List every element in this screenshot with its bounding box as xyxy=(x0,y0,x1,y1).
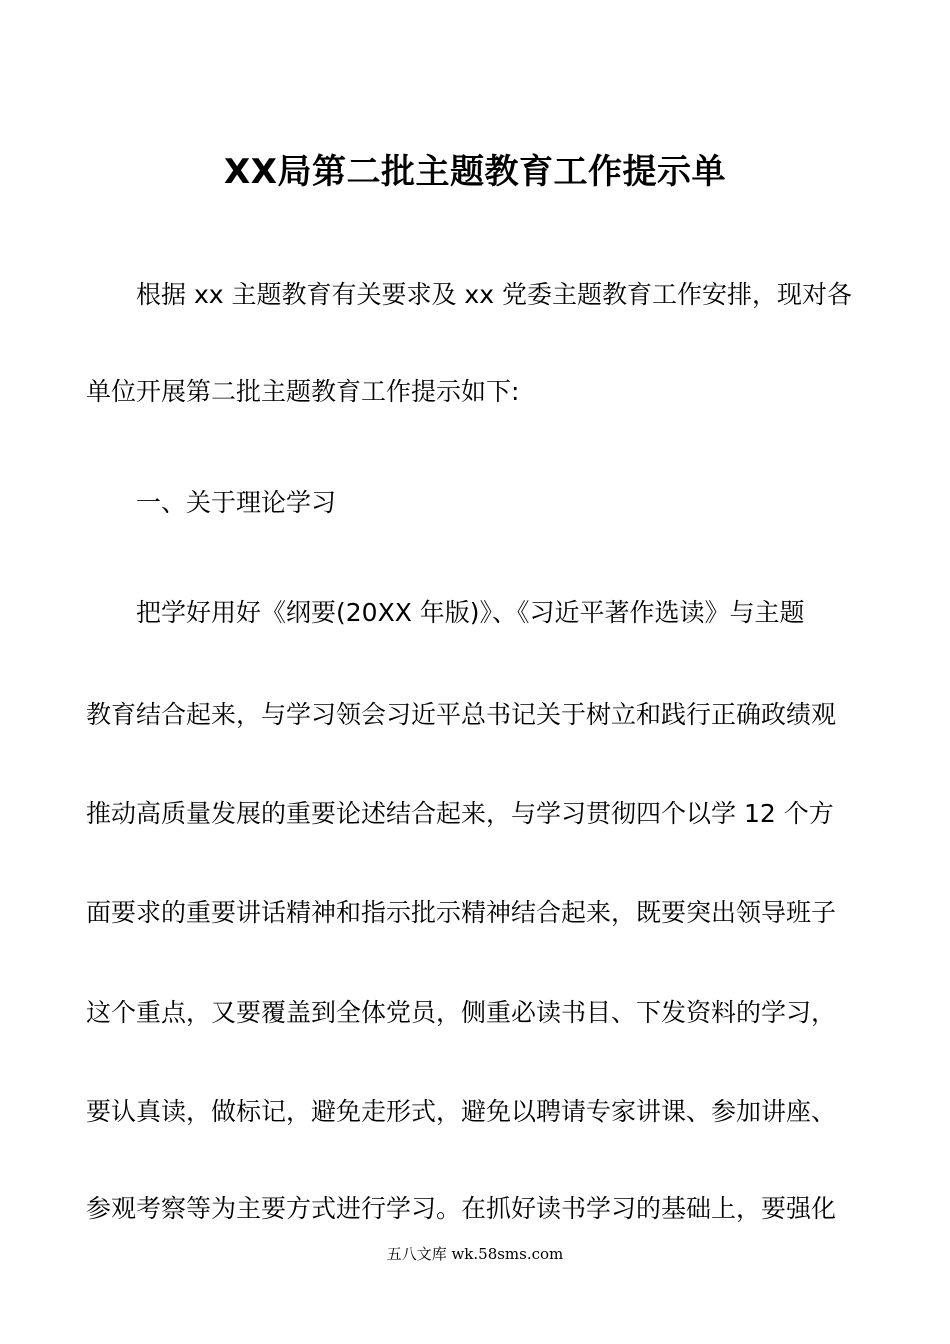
paragraph-2-line-5: 这个重点，又要覆盖到全体党员，侧重必读书目、下发资料的学习， xyxy=(86,998,837,1027)
paragraph-2-line-7: 参观考察等为主要方式进行学习。在抓好读书学习的基础上，要强化 xyxy=(86,1194,837,1223)
paragraph-2-line-2: 教育结合起来，与学习领会习近平总书记关于树立和践行正确政绩观 xyxy=(86,700,837,729)
paragraph-2-line-3: 推动高质量发展的重要论述结合起来，与学习贯彻四个以学 12 个方 xyxy=(86,799,834,828)
paragraph-1-line-1: 根据 xx 主题教育有关要求及 xx 党委主题教育工作安排，现对各 xyxy=(136,280,852,309)
section-heading-theory-study: 一、关于理论学习 xyxy=(136,488,337,517)
document-title: XX局第二批主题教育工作提示单 xyxy=(224,152,726,192)
paragraph-2-line-1: 把学好用好《纲要(20XX 年版)》、《习近平著作选读》与主题 xyxy=(136,598,805,627)
paragraph-1-line-2: 单位开展第二批主题教育工作提示如下: xyxy=(86,377,520,406)
paragraph-2-line-6: 要认真读，做标记，避免走形式，避免以聘请专家讲课、参加讲座、 xyxy=(86,1097,837,1126)
paragraph-2-line-4: 面要求的重要讲话精神和指示批示精神结合起来，既要突出领导班子 xyxy=(86,898,837,927)
footer-watermark: 五八文库 wk.58sms.com xyxy=(386,1245,564,1263)
